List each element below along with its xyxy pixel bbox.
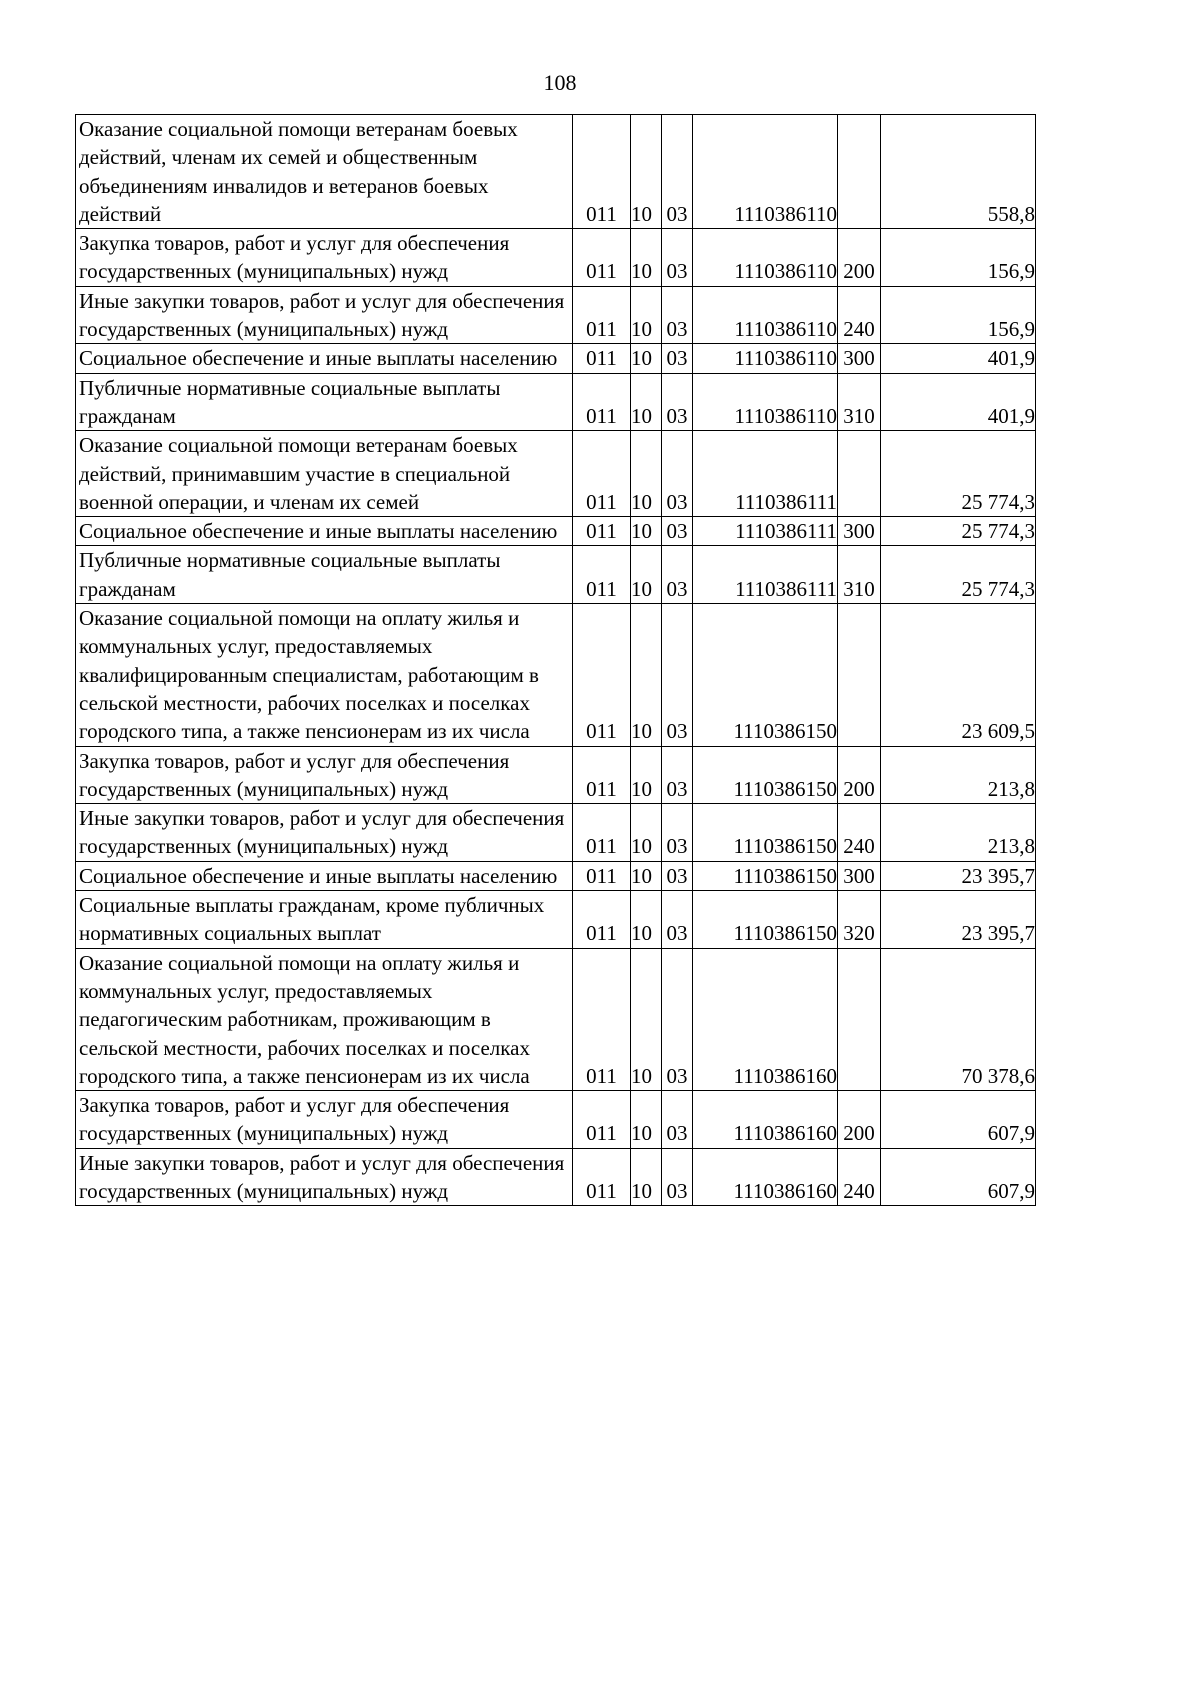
section-code-cell: 10 — [631, 546, 662, 604]
target-article-cell: 1110386150 — [693, 891, 838, 949]
ved-code-cell: 011 — [573, 861, 631, 890]
subsection-code-cell: 03 — [662, 861, 693, 890]
amount-cell: 401,9 — [881, 344, 1036, 373]
amount-cell: 25 774,3 — [881, 431, 1036, 517]
amount-cell: 70 378,6 — [881, 948, 1036, 1090]
target-article-cell: 1110386160 — [693, 948, 838, 1090]
expense-type-cell — [838, 604, 881, 746]
subsection-code-cell: 03 — [662, 431, 693, 517]
table-row — [76, 431, 1036, 517]
section-code-cell: 10 — [631, 1091, 662, 1149]
target-article-cell: 1110386150 — [693, 804, 838, 862]
amount-cell: 213,8 — [881, 804, 1036, 862]
section-code-cell: 10 — [631, 229, 662, 287]
row-name-cell: Социальное обеспечение и иные выплаты населению — [76, 344, 573, 373]
subsection-code-cell: 03 — [662, 1091, 693, 1149]
subsection-code-cell: 03 — [662, 229, 693, 287]
table-row — [76, 286, 1036, 344]
table-row — [76, 373, 1036, 431]
budget-table-body — [76, 115, 1036, 1206]
target-article-cell: 1110386110 — [693, 115, 838, 229]
expense-type-cell: 240 — [838, 1148, 881, 1206]
row-name-cell: Социальные выплаты гражданам, кроме публичных нормативных социальных выплат — [76, 891, 573, 949]
ved-code-cell: 011 — [573, 286, 631, 344]
table-row — [76, 891, 1036, 949]
expense-type-cell: 200 — [838, 229, 881, 287]
row-name-cell: Социальное обеспечение и иные выплаты населению — [76, 517, 573, 546]
subsection-code-cell: 03 — [662, 891, 693, 949]
row-name-cell: Оказание социальной помощи ветеранам боевых действий, принимавшим участие в специальной военной операции, и членам их семей — [76, 431, 573, 517]
ved-code-cell: 011 — [573, 373, 631, 431]
expense-type-cell: 300 — [838, 861, 881, 890]
ved-code-cell: 011 — [573, 746, 631, 804]
amount-cell: 607,9 — [881, 1148, 1036, 1206]
target-article-cell: 1110386111 — [693, 431, 838, 517]
expense-type-cell: 300 — [838, 344, 881, 373]
table-row — [76, 115, 1036, 229]
target-article-cell: 1110386110 — [693, 344, 838, 373]
amount-cell: 23 395,7 — [881, 861, 1036, 890]
table-row — [76, 861, 1036, 890]
subsection-code-cell: 03 — [662, 517, 693, 546]
ved-code-cell: 011 — [573, 891, 631, 949]
target-article-cell: 1110386110 — [693, 286, 838, 344]
section-code-cell: 10 — [631, 861, 662, 890]
page-number: 108 — [543, 70, 577, 95]
subsection-code-cell: 03 — [662, 804, 693, 862]
section-code-cell: 10 — [631, 891, 662, 949]
table-row — [76, 1091, 1036, 1149]
amount-cell: 558,8 — [881, 115, 1036, 229]
row-name-cell: Иные закупки товаров, работ и услуг для обеспечения государственных (муниципальных) нужд — [76, 1148, 573, 1206]
subsection-code-cell: 03 — [662, 115, 693, 229]
section-code-cell: 10 — [631, 431, 662, 517]
row-name-cell: Публичные нормативные социальные выплаты гражданам — [76, 546, 573, 604]
row-name-cell: Социальное обеспечение и иные выплаты населению — [76, 861, 573, 890]
expense-type-cell: 200 — [838, 1091, 881, 1149]
expense-type-cell: 310 — [838, 546, 881, 604]
section-code-cell: 10 — [631, 1148, 662, 1206]
table-row — [76, 948, 1036, 1090]
target-article-cell: 1110386111 — [693, 517, 838, 546]
amount-cell: 25 774,3 — [881, 517, 1036, 546]
target-article-cell: 1110386110 — [693, 229, 838, 287]
amount-cell: 607,9 — [881, 1091, 1036, 1149]
target-article-cell: 1110386111 — [693, 546, 838, 604]
section-code-cell: 10 — [631, 373, 662, 431]
section-code-cell: 10 — [631, 604, 662, 746]
expense-type-cell — [838, 115, 881, 229]
amount-cell: 156,9 — [881, 229, 1036, 287]
section-code-cell: 10 — [631, 804, 662, 862]
target-article-cell: 1110386150 — [693, 604, 838, 746]
subsection-code-cell: 03 — [662, 746, 693, 804]
section-code-cell: 10 — [631, 344, 662, 373]
expense-type-cell: 240 — [838, 286, 881, 344]
amount-cell: 23 395,7 — [881, 891, 1036, 949]
amount-cell: 23 609,5 — [881, 604, 1036, 746]
row-name-cell: Закупка товаров, работ и услуг для обеспечения государственных (муниципальных) нужд — [76, 746, 573, 804]
expense-type-cell: 300 — [838, 517, 881, 546]
amount-cell: 213,8 — [881, 746, 1036, 804]
section-code-cell: 10 — [631, 948, 662, 1090]
row-name-cell: Иные закупки товаров, работ и услуг для обеспечения государственных (муниципальных) нужд — [76, 286, 573, 344]
expense-type-cell — [838, 948, 881, 1090]
section-code-cell: 10 — [631, 115, 662, 229]
target-article-cell: 1110386150 — [693, 861, 838, 890]
row-name-cell: Оказание социальной помощи на оплату жилья и коммунальных услуг, предоставляемых квалифицированным специалистам, работающим в сельской местности, рабочих поселках и поселках городского типа, а также пенсионерам из их числа — [76, 604, 573, 746]
table-row — [76, 804, 1036, 862]
subsection-code-cell: 03 — [662, 286, 693, 344]
subsection-code-cell: 03 — [662, 948, 693, 1090]
row-name-cell: Закупка товаров, работ и услуг для обеспечения государственных (муниципальных) нужд — [76, 1091, 573, 1149]
ved-code-cell: 011 — [573, 1091, 631, 1149]
table-row — [76, 604, 1036, 746]
ved-code-cell: 011 — [573, 229, 631, 287]
section-code-cell: 10 — [631, 746, 662, 804]
ved-code-cell: 011 — [573, 517, 631, 546]
row-name-cell: Иные закупки товаров, работ и услуг для обеспечения государственных (муниципальных) нужд — [76, 804, 573, 862]
target-article-cell: 1110386150 — [693, 746, 838, 804]
expense-type-cell: 320 — [838, 891, 881, 949]
table-row — [76, 517, 1036, 546]
expense-type-cell: 200 — [838, 746, 881, 804]
row-name-cell: Оказание социальной помощи ветеранам боевых действий, членам их семей и общественным объединениям инвалидов и ветеранов боевых действий — [76, 115, 573, 229]
table-row — [76, 1148, 1036, 1206]
row-name-cell: Публичные нормативные социальные выплаты гражданам — [76, 373, 573, 431]
subsection-code-cell: 03 — [662, 546, 693, 604]
expense-type-cell: 240 — [838, 804, 881, 862]
ved-code-cell: 011 — [573, 948, 631, 1090]
target-article-cell: 1110386160 — [693, 1148, 838, 1206]
amount-cell: 156,9 — [881, 286, 1036, 344]
ved-code-cell: 011 — [573, 344, 631, 373]
ved-code-cell: 011 — [573, 804, 631, 862]
target-article-cell: 1110386110 — [693, 373, 838, 431]
table-row — [76, 229, 1036, 287]
subsection-code-cell: 03 — [662, 1148, 693, 1206]
section-code-cell: 10 — [631, 286, 662, 344]
row-name-cell: Закупка товаров, работ и услуг для обеспечения государственных (муниципальных) нужд — [76, 229, 573, 287]
target-article-cell: 1110386160 — [693, 1091, 838, 1149]
ved-code-cell: 011 — [573, 604, 631, 746]
table-row — [76, 746, 1036, 804]
ved-code-cell: 011 — [573, 115, 631, 229]
table-row — [76, 546, 1036, 604]
expense-type-cell — [838, 431, 881, 517]
table-row — [76, 344, 1036, 373]
ved-code-cell: 011 — [573, 431, 631, 517]
ved-code-cell: 011 — [573, 1148, 631, 1206]
subsection-code-cell: 03 — [662, 373, 693, 431]
expense-type-cell: 310 — [838, 373, 881, 431]
subsection-code-cell: 03 — [662, 344, 693, 373]
section-code-cell: 10 — [631, 517, 662, 546]
budget-table — [75, 114, 1036, 1206]
amount-cell: 401,9 — [881, 373, 1036, 431]
amount-cell: 25 774,3 — [881, 546, 1036, 604]
row-name-cell: Оказание социальной помощи на оплату жилья и коммунальных услуг, предоставляемых педагогическим работникам, проживающим в сельской местности, рабочих поселках и поселках городского типа, а также пенсионерам из их числа — [76, 948, 573, 1090]
subsection-code-cell: 03 — [662, 604, 693, 746]
ved-code-cell: 011 — [573, 546, 631, 604]
